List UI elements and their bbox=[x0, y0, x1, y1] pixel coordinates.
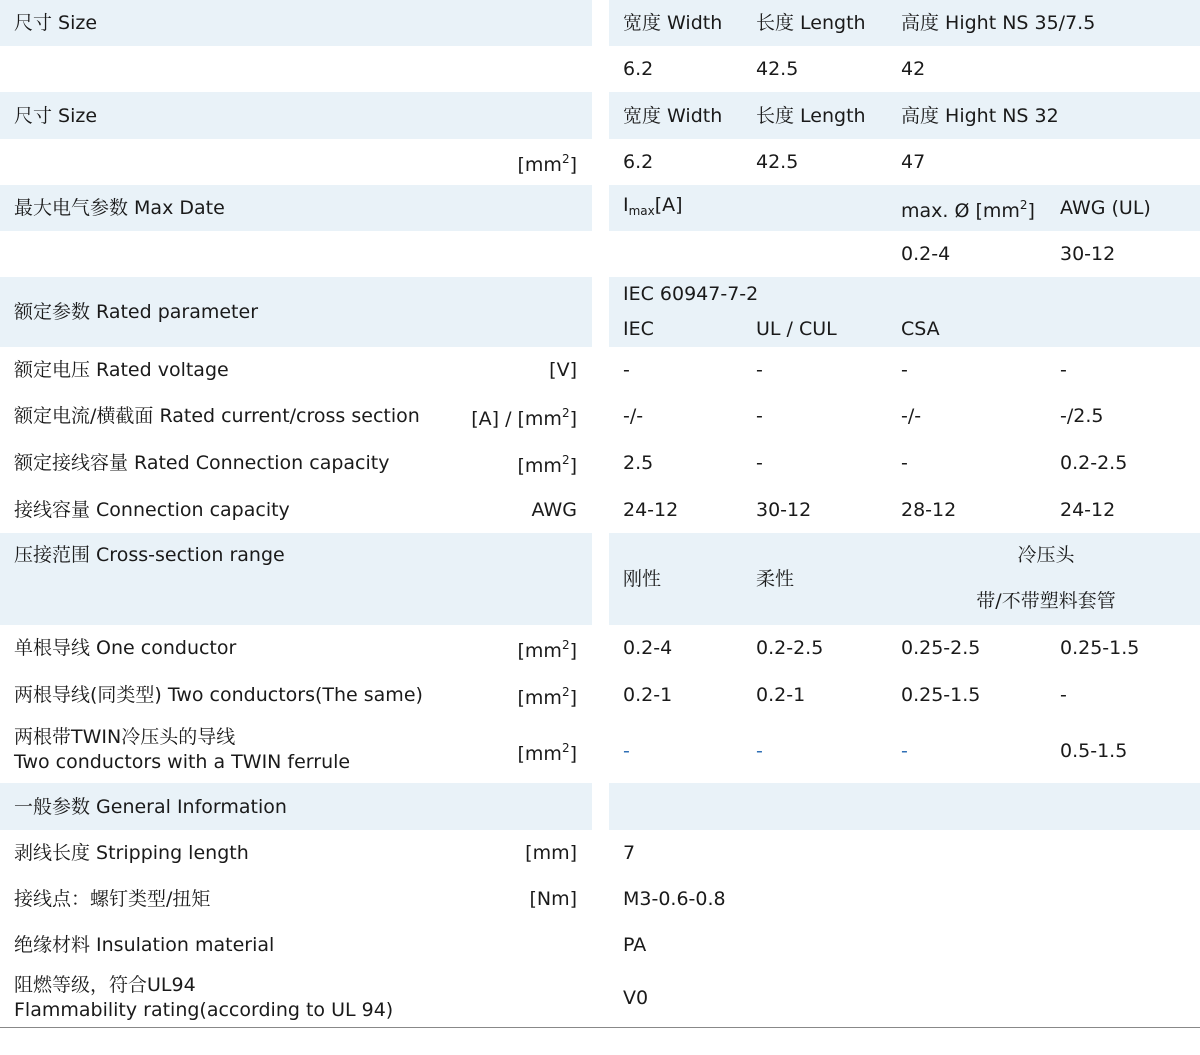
cell-ul-cul: 30-12 bbox=[756, 498, 812, 521]
col-header-sleeve: 带/不带塑料套管 bbox=[976, 590, 1116, 612]
unit-label: $[mm^2]$ bbox=[517, 740, 577, 765]
connection-capacity-row bbox=[0, 486, 1200, 533]
cell-csa: - bbox=[901, 359, 908, 381]
row-label: 额定电压 Rated voltage bbox=[14, 359, 229, 381]
row-label: 压接范围 Cross-section range bbox=[14, 544, 285, 566]
row-label-en: Flammability rating(according to UL 94) bbox=[14, 999, 394, 1021]
cell-length: 42.5 bbox=[756, 151, 799, 173]
row-label: 接线容量 Connection capacity bbox=[14, 498, 290, 521]
cell-max-diameter: 0.2-4 bbox=[901, 243, 951, 265]
row-label: 单根导线 One conductor bbox=[14, 637, 237, 659]
row-label-en: Two conductors with a TWIN ferrule bbox=[14, 751, 351, 773]
standard-label: IEC 60947-7-2 bbox=[623, 283, 759, 305]
row-label-cn: 两根带TWIN冷压头的导线 bbox=[14, 726, 236, 748]
size-header-row-ns35 bbox=[0, 0, 1200, 46]
cell-col4: 24-12 bbox=[1060, 498, 1116, 521]
cell-ferrule-with: - bbox=[901, 739, 908, 762]
rated-voltage-row bbox=[0, 347, 1200, 393]
twin-ferrule-row bbox=[0, 718, 1200, 783]
unit-label: [Nm] bbox=[529, 888, 577, 910]
size-header-row-ns32 bbox=[0, 92, 1200, 139]
col-header-length: 长度 Length bbox=[756, 104, 866, 127]
cell-ul-cul: - bbox=[756, 405, 763, 427]
cell-value: M3-0.6-0.8 bbox=[623, 888, 726, 910]
max-electrical-header-row bbox=[0, 185, 1200, 231]
col-header-flexible: 柔性 bbox=[756, 568, 795, 590]
row-label: 接线点：螺钉类型/扭矩 bbox=[14, 888, 211, 910]
unit-label: [mm] bbox=[525, 842, 577, 864]
cell-iec: 2.5 bbox=[623, 451, 654, 474]
unit-label: $[mm^2]$ bbox=[517, 684, 577, 709]
cell-flexible: - bbox=[756, 739, 763, 762]
row-label: 额定电流/横截面 Rated current/cross section bbox=[14, 405, 420, 427]
row-label: 一般参数 General Information bbox=[14, 795, 287, 818]
cell-csa: -/- bbox=[901, 405, 922, 427]
cell-flexible: 0.2-2.5 bbox=[756, 637, 824, 659]
size-values-row-ns35 bbox=[0, 46, 1200, 92]
col-header-height: 高度 Hight NS 35/7.5 bbox=[901, 12, 1096, 34]
rated-parameter-header-row bbox=[0, 277, 1200, 347]
col-header-ferrule: 冷压头 bbox=[1017, 544, 1075, 566]
cell-col4: 0.2-2.5 bbox=[1060, 451, 1128, 474]
screw-torque-row bbox=[0, 876, 1200, 922]
table-bottom-border bbox=[0, 1027, 1200, 1028]
cell-rigid: 0.2-4 bbox=[623, 637, 673, 659]
cell-length: 42.5 bbox=[756, 58, 799, 80]
cell-ferrule-without: 0.5-1.5 bbox=[1060, 739, 1128, 762]
cell-height: 42 bbox=[901, 58, 926, 80]
cell-flexible: 0.2-1 bbox=[756, 683, 806, 706]
cell-col4: - bbox=[1060, 359, 1067, 381]
cell-ferrule-without: - bbox=[1060, 683, 1067, 706]
cell-csa: - bbox=[901, 451, 908, 474]
row-label: 尺寸 Size bbox=[14, 104, 98, 127]
col-header-width: 宽度 Width bbox=[623, 104, 723, 127]
cell-col4: -/2.5 bbox=[1060, 405, 1104, 427]
cell-width: 6.2 bbox=[623, 151, 654, 173]
max-electrical-values-row bbox=[0, 231, 1200, 277]
cell-ferrule-with: 0.25-1.5 bbox=[901, 683, 981, 706]
cell-ferrule-without: 0.25-1.5 bbox=[1060, 637, 1140, 659]
unit-label: $[A] / [mm^2]$ bbox=[471, 406, 577, 430]
col-header-max-diameter: max. Ø $[mm^2]$ bbox=[901, 198, 1035, 222]
row-label: 额定参数 Rated parameter bbox=[14, 301, 259, 323]
unit-label: $[mm^2]$ bbox=[517, 452, 577, 477]
row-label: 剥线长度 Stripping length bbox=[14, 842, 249, 864]
cell-width: 6.2 bbox=[623, 58, 654, 80]
flammability-row bbox=[0, 968, 1200, 1027]
cell-iec: -/- bbox=[623, 405, 644, 427]
cell-ul-cul: - bbox=[756, 451, 763, 474]
col-header-iec: IEC bbox=[623, 318, 654, 340]
cell-awg: 30-12 bbox=[1060, 243, 1116, 265]
cross-section-header-row bbox=[0, 533, 1200, 625]
row-label: 尺寸 Size bbox=[14, 12, 98, 34]
cell-iec: 24-12 bbox=[623, 498, 679, 521]
cell-ferrule-with: 0.25-2.5 bbox=[901, 637, 981, 659]
one-conductor-row bbox=[0, 625, 1200, 671]
rated-connection-capacity-row bbox=[0, 439, 1200, 486]
cell-value: V0 bbox=[623, 986, 649, 1009]
unit-label: [V] bbox=[549, 359, 577, 381]
row-label: 最大电气参数 Max Date bbox=[14, 197, 225, 219]
col-header-height: 高度 Hight NS 32 bbox=[901, 104, 1059, 127]
size-values-row-ns32 bbox=[0, 139, 1200, 185]
cell-csa: 28-12 bbox=[901, 498, 957, 521]
col-header-imax: $I_{max}[A]$ bbox=[623, 194, 683, 218]
cell-value: PA bbox=[623, 934, 647, 956]
col-header-rigid: 刚性 bbox=[623, 568, 662, 590]
cell-ul-cul: - bbox=[756, 359, 763, 381]
unit-label: AWG bbox=[531, 498, 577, 521]
cell-rigid: 0.2-1 bbox=[623, 683, 673, 706]
cell-value: 7 bbox=[623, 842, 636, 864]
cell-rigid: - bbox=[623, 739, 630, 762]
general-info-header-row bbox=[0, 783, 1200, 830]
col-header-length: 长度 Length bbox=[756, 12, 866, 34]
col-header-ul-cul: UL / CUL bbox=[756, 318, 837, 340]
insulation-material-row bbox=[0, 922, 1200, 968]
row-label: 两根导线(同类型) Two conductors(The same) bbox=[14, 683, 423, 706]
col-header-width: 宽度 Width bbox=[623, 12, 723, 34]
unit-label: $[mm^2]$ bbox=[517, 152, 577, 176]
unit-label: $[mm^2]$ bbox=[517, 638, 577, 662]
two-conductors-row bbox=[0, 671, 1200, 718]
col-header-csa: CSA bbox=[901, 318, 940, 340]
rated-current-row bbox=[0, 393, 1200, 439]
stripping-length-row bbox=[0, 830, 1200, 876]
row-label: 额定接线容量 Rated Connection capacity bbox=[14, 451, 390, 474]
row-label: 绝缘材料 Insulation material bbox=[14, 934, 275, 956]
col-header-awg: AWG (UL) bbox=[1060, 197, 1151, 219]
cell-height: 47 bbox=[901, 151, 926, 173]
cell-iec: - bbox=[623, 359, 630, 381]
row-label-cn: 阻燃等级，符合UL94 bbox=[14, 974, 196, 996]
